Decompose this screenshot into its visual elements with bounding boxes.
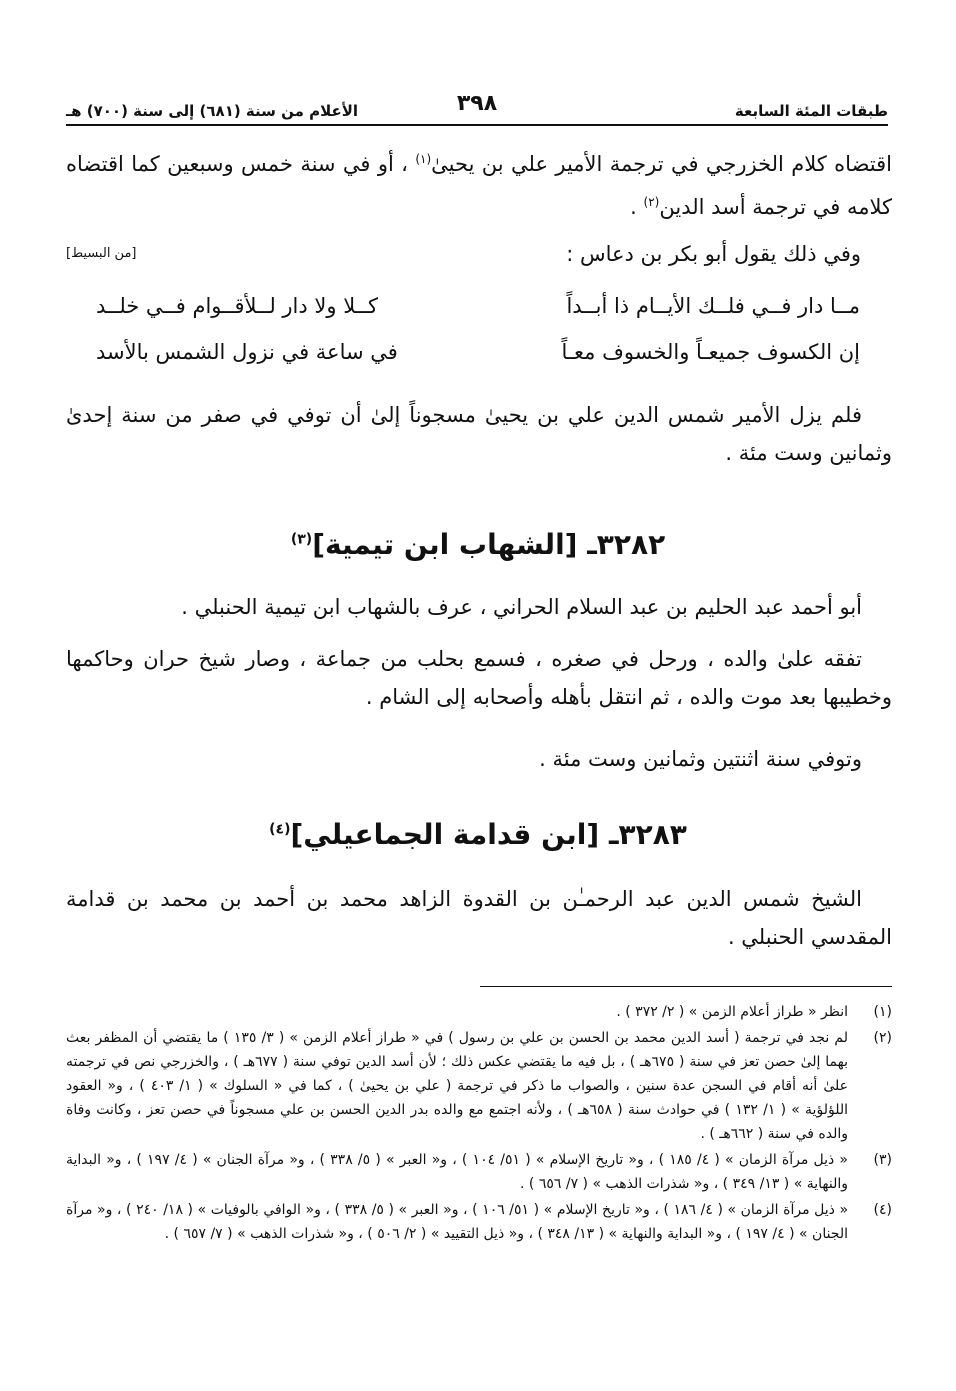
para1-text-b: ، أو في سنة خمس وسبعين كما اقتضاه كلامه في ترجمة أسد الدين xyxy=(66,152,892,219)
footnote-separator xyxy=(480,986,892,987)
footnote-ref-3[interactable]: (٣) xyxy=(290,531,313,548)
footnote-text: انظر « طراز أعلام الزمن » ( ٢/ ٣٧٢ ) . xyxy=(616,1004,848,1020)
verse-2-second-hemistich: في ساعة في نزول الشمس بالأسد xyxy=(96,340,398,364)
header-section-range: الأعلام من سنة (٦٨١) إلى سنة (٧٠٠) هـ xyxy=(66,102,359,120)
paragraph-death-note: فلم يزل الأمير شمس الدين علي بن يحيىٰ مسجوناً إلىٰ أن توفي في صفر من سنة إحدىٰ وثمانين وست مئة . xyxy=(66,403,892,465)
running-header xyxy=(66,88,888,120)
header-book-title: طبقات المئة السابعة xyxy=(734,102,888,120)
footnotes xyxy=(66,1000,892,1248)
footnote-text: « ذيل مرآة الزمان » ( ٤/ ١٨٦ ) ، و« تاريخ الإسلام » ( ٥١/ ١٠٦ ) ، و« العبر » ( ٥/ ٣٣٨ ) ، و« الوافي بالوفيات » ( ١٨/ ٢٤٠ ) ، و« مرآة الجنان » ( ٤/ ١٩٧ ) ، و« البداية والنهاية » ( ١٣/ ٣٤٨ ) ، و« ذيل التقييد » ( ٢/ ٥٠٦ ) ، و« شذرات الذهب » ( ٧/ ٦٥٧ ) . xyxy=(66,1202,849,1242)
footnote-text: « ذيل مرآة الزمان » ( ٤/ ١٨٥ ) ، و« تاريخ الإسلام » ( ٥١/ ١٠٤ ) ، و« العبر » ( ٥/ ٣٣٨ ) ، و« مرآة الجنان » ( ٤/ ١٩٧ ) ، و« البداية والنهاية » ( ١٣/ ٣٤٩ ) ، و« شذرات الذهب » ( ٧/ ٦٥٦ ) . xyxy=(66,1152,848,1192)
footnote-text: لم نجد في ترجمة ( أسد الدين محمد بن الحسن بن علي بن رسول ) في « طراز أعلام الزمن » ( ٣/ ١٣٥ ) ما يقتضي أن المظفر بعث بهما إلىٰ حصن تعز في سنة ( ٦٧٥هـ ) ، بل فيه ما يقتضي عكس ذلك ؛ لأن أسد الدين توفي سنة ( ٦٧٧هـ ) ، والخزرجي نص في ترجمته علىٰ أنه أقام في السجن عدة سنين ، والصواب ما ذكر في ترجمة ( علي بن يحيىٰ ) ، كما في « السلوك » ( ١/ ٤٠٣ ) ، و« العقود اللؤلؤية » ( ١/ ١٣٢ ) في حوادث سنة ( ٦٥٨هـ ) ، ولأنه اجتمع مع والده بدر الدين الحسن بن علي مسجوناً في حصن تعز ، وكانت وفاة والده في سنة ( ٦٦٢هـ ) . xyxy=(66,1030,848,1142)
footnote-1 xyxy=(66,1000,892,1024)
footnote-2 xyxy=(66,1026,892,1146)
footnote-3 xyxy=(66,1148,892,1196)
verse-2-first-hemistich: إن الكسوف جميعـاً والخسوف معـاً xyxy=(561,340,860,364)
verse-1 xyxy=(96,294,860,318)
footnote-number: (٣) xyxy=(873,1152,892,1168)
entry-3282-paragraph-2: تفقه علىٰ والده ، ورحل في صغره ، فسمع بحلب من جماعة ، وصار شيخ حران وحاكمها وخطيبها بعد موت والده ، ثم انتقل بأهله وأصحابه إلى الشام . xyxy=(66,647,892,709)
page-number: ٣٩٨ xyxy=(456,91,498,116)
footnote-ref-4[interactable]: (٤) xyxy=(269,821,291,838)
verse-1-second-hemistich: كــلا ولا دار لــلأقــوام فــي خلــد xyxy=(96,294,379,318)
paragraph-continuation xyxy=(66,140,892,226)
footnote-ref-2[interactable]: (٢) xyxy=(643,195,660,209)
footnote-number: (١) xyxy=(873,1004,892,1020)
entry-title-3283: ٣٢٨٣ـ [ابن قدامة الجماعيلي] xyxy=(290,818,687,851)
verse-1-first-hemistich: مــا دار فــي فلــك الأيــام ذا أبــداً xyxy=(566,294,860,318)
entry-3282-paragraph-3: وتوفي سنة اثنتين وثمانين وست مئة . xyxy=(539,747,862,771)
entry-3282-paragraph-1: أبو أحمد عبد الحليم بن عبد السلام الحراني ، عرف بالشهاب ابن تيمية الحنبلي . xyxy=(181,595,862,619)
entry-heading-3282 xyxy=(0,528,956,561)
footnote-ref-1[interactable]: (١) xyxy=(415,152,432,166)
poem-intro: وفي ذلك يقول أبو بكر بن دعاس : xyxy=(566,242,861,266)
verse-2 xyxy=(96,340,860,364)
entry-heading-3283 xyxy=(0,818,956,851)
footnote-4 xyxy=(66,1198,892,1246)
footnote-number: (٢) xyxy=(873,1030,892,1046)
entry-3283-paragraph-1: الشيخ شمس الدين عبد الرحمـٰن بن القدوة الزاهد محمد بن أحمد بن محمد بن قدامة المقدسي الحنبلي . xyxy=(66,887,892,949)
entry-title-3282: ٣٢٨٢ـ [الشهاب ابن تيمية] xyxy=(312,528,666,561)
poem-meter: [من البسيط] xyxy=(66,246,137,261)
para1-text-c: . xyxy=(630,195,644,219)
para1-text-a: اقتضاه كلام الخزرجي في ترجمة الأمير علي بن يحيىٰ xyxy=(431,152,892,176)
footnote-number: (٤) xyxy=(873,1202,892,1218)
header-rule xyxy=(66,124,888,126)
